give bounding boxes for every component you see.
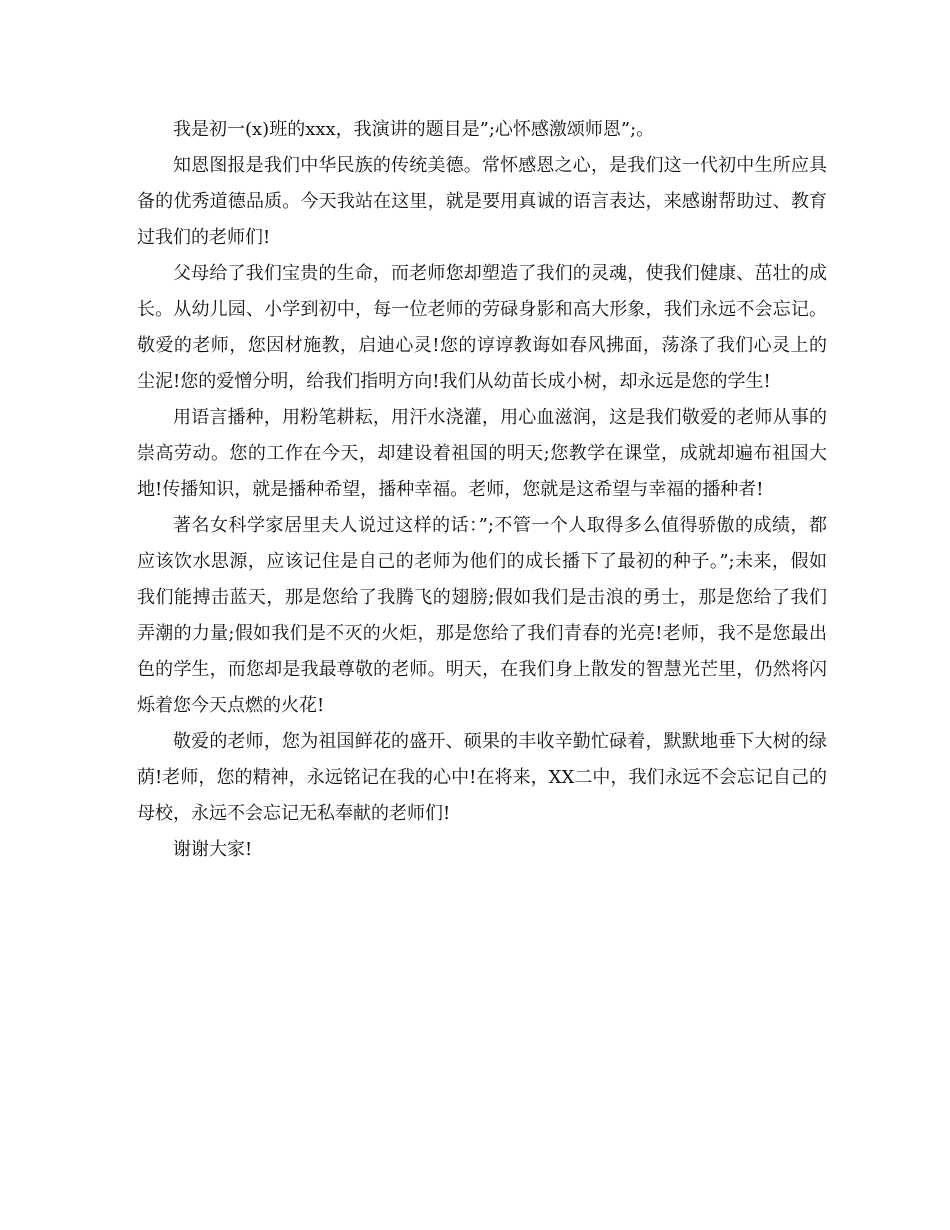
- paragraph-intro: 我是初一(x)班的xxx，我演讲的题目是”;心怀感激颂师恩”;。: [173, 119, 655, 140]
- paragraph-closing-tribute: 敬爱的老师，您为祖国鲜花的盛开、硕果的丰收辛勤忙碌着，默默地垂下大树的绿荫!老师，您的精神，永远铭记在我的心中!在将来，XX二中，我们永远不会忘记自己的母校，永远不会忘记无私奉献的老师们!: [137, 731, 827, 824]
- paragraph-thanks: 谢谢大家!: [173, 839, 253, 860]
- paragraph-teaching-labor: 用语言播种，用粉笔耕耘，用汗水浇灌，用心血滋润，这是我们敬爱的老师从事的崇高劳动。您的工作在今天，却建设着祖国的明天;您教学在课堂，成就却遍布祖国大地!传播知识，就是播种希望，播种幸福。老师，您就是这希望与幸福的播种者!: [137, 407, 827, 500]
- speech-body: [137, 112, 827, 868]
- paragraph-curie-quote: 著名女科学家居里夫人说过这样的话：”;不管一个人取得多么值得骄傲的成绩，都应该饮水思源，应该记住是自己的老师为他们的成长播下了最初的种子。”;未来，假如我们能搏击蓝天，那是您给了我腾飞的翅膀;假如我们是击浪的勇士，那是您给了我们弄潮的力量;假如我们是不灭的火炬，那是您给了我们青春的光亮!老师，我不是您最出色的学生，而您却是我最尊敬的老师。明天，在我们身上散发的智慧光芒里，仍然将闪烁着您今天点燃的火花!: [137, 515, 827, 716]
- paragraph-parents-teachers: 父母给了我们宝贵的生命，而老师您却塑造了我们的灵魂，使我们健康、茁壮的成长。从幼儿园、小学到初中，每一位老师的劳碌身影和高大形象，我们永远不会忘记。敬爱的老师，您因材施教，启迪心灵!您的谆谆教诲如春风拂面，荡涤了我们心灵上的尘泥!您的爱憎分明，给我们指明方向!我们从幼苗长成小树，却永远是您的学生!: [137, 263, 827, 392]
- paragraph-gratitude: 知恩图报是我们中华民族的传统美德。常怀感恩之心，是我们这一代初中生所应具备的优秀道德品质。今天我站在这里，就是要用真诚的语言表达，来感谢帮助过、教育过我们的老师们!: [137, 155, 827, 248]
